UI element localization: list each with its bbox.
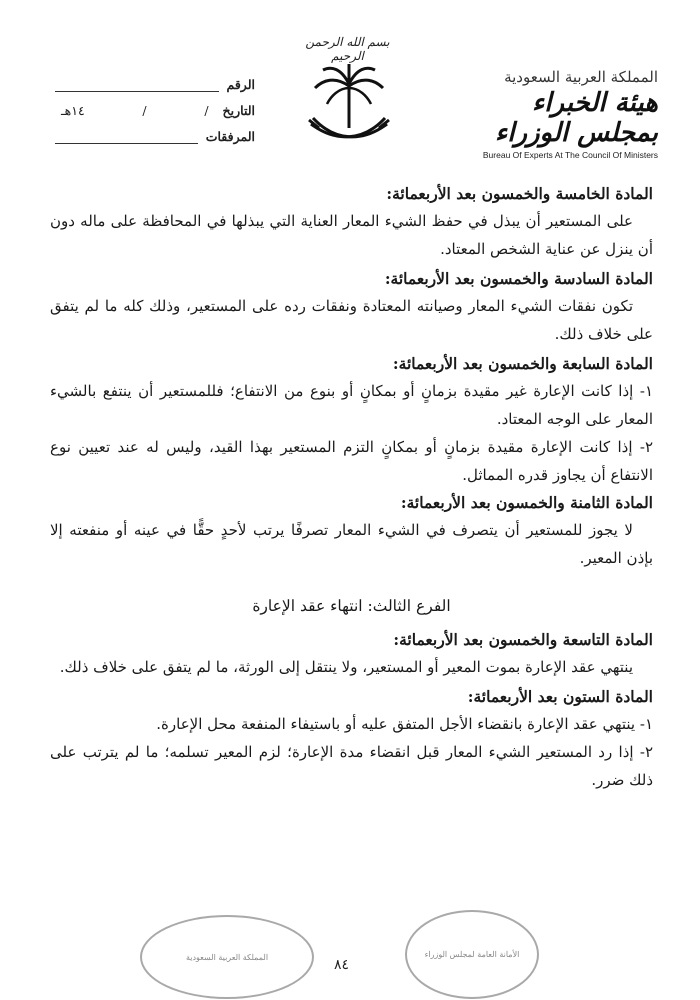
article-455-text: على المستعير أن يبذل في حفظ الشيء المعار العناية التي يبذلها في المحافظة على ماله دون أن ينزل عن عناية الشخص المعتاد. xyxy=(50,212,653,258)
attachments-line xyxy=(55,129,198,144)
attachments-field xyxy=(55,118,255,144)
country-name: المملكة العربية السعودية xyxy=(504,68,658,86)
organization-english-name: Bureau Of Experts At The Council Of Ministers xyxy=(482,150,658,160)
date-field xyxy=(55,92,255,118)
letter-meta-fields xyxy=(55,66,255,144)
section-3-title: الفرع الثالث: انتهاء عقد الإعارة xyxy=(252,597,451,615)
date-sep-2: / xyxy=(142,103,147,118)
article-457-item-2: ٢- إذا كانت الإعارة مقيدة بزمانٍ أو بمكانٍ التزم المستعير بهذا القيد، وليس له عند تعيين نوع الانتفاع أن يجاوز قدره المماثل. xyxy=(50,438,653,484)
article-456-text: تكون نفقات الشيء المعار وصيانته المعتادة ونفقات رده على المستعير، وذلك كله ما لم يتفق على خلاف ذلك. xyxy=(50,297,653,343)
page-number: ٨٤ xyxy=(334,957,350,973)
article-458-text: لا يجوز للمستعير أن يتصرف في الشيء المعار تصرفًا يرتب لأحدٍ حقًّا في عينه أو منفعته إلا بإذن المعير. xyxy=(50,521,653,567)
organization-name: هيئة الخبراء بمجلس الوزراء xyxy=(495,88,658,148)
basmala: بسم الله الرحمن الرحيم xyxy=(305,35,390,63)
article-459-title: المادة التاسعة والخمسون بعد الأربعمائة: xyxy=(393,630,653,649)
seal-right-text: الأمانة العامة لمجلس الوزراء xyxy=(424,950,520,959)
organization-header xyxy=(458,68,658,160)
attachments-label: المرفقات xyxy=(205,129,255,144)
article-460-item-1: ١- ينتهي عقد الإعارة بانقضاء الأجل المتفق عليه أو باستيفاء المنفعة محل الإعارة. xyxy=(156,715,653,733)
number-label: الرقم xyxy=(226,77,255,92)
official-seal-right xyxy=(405,910,539,999)
article-460-item-2: ٢- إذا رد المستعير الشيء المعار قبل انقضاء مدة الإعارة؛ لزم المعير تسلمه؛ ما لم يترتب على ذلك ضرر. xyxy=(50,743,653,789)
article-458-title: المادة الثامنة والخمسون بعد الأربعمائة: xyxy=(400,493,653,512)
article-459-text: ينتهي عقد الإعارة بموت المعير أو المستعير، ولا ينتقل إلى الورثة، ما لم يتفق على خلاف ذلك. xyxy=(59,658,633,676)
palm-swords-emblem-icon xyxy=(305,58,393,150)
article-457-item-1: ١- إذا كانت الإعارة غير مقيدة بزمانٍ أو بمكانٍ أو بنوع من الانتفاع؛ فللمستعير أن ينتفع بالشيء المعار على الوجه المعتاد. xyxy=(50,382,653,428)
article-456-title: المادة السادسة والخمسون بعد الأربعمائة: xyxy=(384,269,653,288)
document-body xyxy=(50,180,653,794)
article-457-title: المادة السابعة والخمسون بعد الأربعمائة: xyxy=(392,354,653,373)
date-value xyxy=(55,103,215,118)
seal-left-text: المملكة العربية السعودية xyxy=(185,952,269,962)
date-year: ١٤هـ xyxy=(61,103,85,118)
number-field xyxy=(55,66,255,92)
date-label: التاريخ xyxy=(222,103,255,118)
article-455-title: المادة الخامسة والخمسون بعد الأربعمائة: xyxy=(386,184,653,203)
number-line xyxy=(55,77,219,92)
date-sep-1: / xyxy=(204,103,209,118)
article-460-title: المادة الستون بعد الأربعمائة: xyxy=(467,687,653,706)
official-seal-left xyxy=(140,915,314,999)
